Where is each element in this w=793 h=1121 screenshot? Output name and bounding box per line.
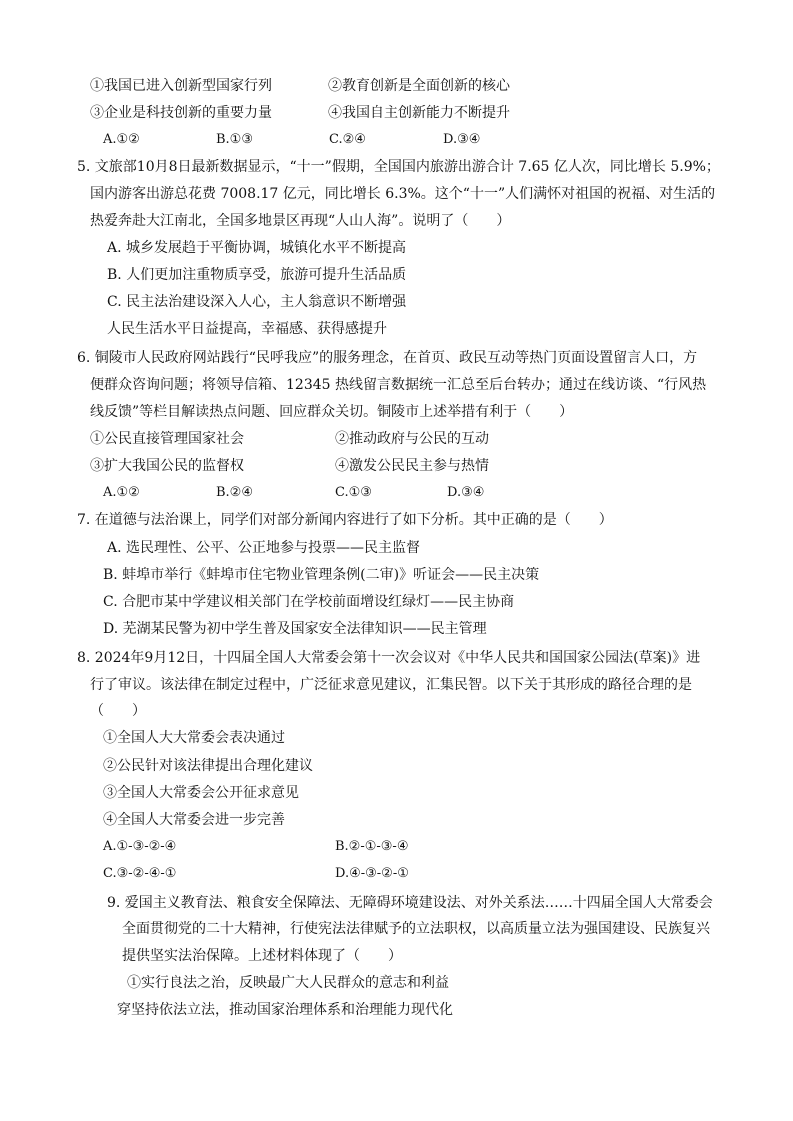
q9-stem-line-2: 全面贯彻党的二十大精神，行使宪法法律赋予的立法职权，以高质量立法为强国建设、民族复兴 — [122, 921, 710, 937]
q8-option-3: ③全国人大常委会公开征求意见 — [103, 785, 299, 801]
q6-option-3: ③扩大我国公民的监督权 — [90, 458, 244, 474]
q6-stem-line-2: 便群众咨询问题；将领导信箱、12345 热线留言数据统一汇总至后台转办；通过在线访谈、“行风热 — [90, 377, 707, 393]
q6-option-4: ④激发公民民主参与热情 — [335, 458, 489, 474]
q5-option-d: 人民生活水平日益提高，幸福感、获得感提升 — [107, 321, 387, 337]
q9-option-2: 穿坚持依法立法，推动国家治理体系和治理能力现代化 — [117, 1002, 453, 1018]
q8-option-4: ④全国人大常委会进一步完善 — [103, 812, 285, 828]
q5-stem-line-1: 5. 文旅部10月8日最新数据显示，“十一”假期，全国国内旅游出游合计 7.65 亿人次，同比增长 5.9%； — [77, 159, 720, 175]
q9-option-1: ①实行良法之治，反映最广大人民群众的意志和利益 — [127, 975, 449, 991]
q7-option-c: C. 合肥市某中学建议相关部门在学校前面增设红绿灯——民主协商 — [103, 594, 515, 610]
q6-choice-c: C.①③ — [335, 485, 372, 500]
q6-option-2: ②推动政府与公民的互动 — [335, 431, 489, 447]
q5-option-a: A. 城乡发展趋于平衡协调，城镇化水平不断提高 — [107, 240, 407, 256]
q7-option-a: A. 选民理性、公平、公正地参与投票——民主监督 — [107, 540, 421, 556]
q8-option-2: ②公民针对该法律提出合理化建议 — [103, 758, 313, 774]
q6-choice-b: B.②④ — [216, 485, 253, 500]
q6-stem-line-3: 线反馈”等栏目解读热点问题、回应群众关切。铜陵市上述举措有利于（ ） — [90, 404, 574, 420]
q8-stem-line-2: 行了审议。该法律在制定过程中，广泛征求意见建议，汇集民智。以下关于其形成的路径合理的是 — [90, 677, 692, 693]
q8-stem-line-3: （ ） — [90, 703, 146, 719]
q6-choice-a: A.①② — [103, 485, 140, 500]
q7-option-d: D. 芜湖某民警为初中学生普及国家安全法律知识——民主管理 — [103, 621, 487, 637]
q6-option-1: ①公民直接管理国家社会 — [90, 431, 244, 447]
q8-choice-d: D.④-③-②-① — [335, 866, 409, 881]
q8-choice-b: B.②-①-③-④ — [335, 839, 409, 854]
q4-choice-c: C.②④ — [329, 132, 366, 147]
q9-stem-line-3: 提供坚实法治保障。上述材料体现了（ ） — [122, 948, 402, 964]
q4-option-2: ②教育创新是全面创新的核心 — [328, 78, 510, 94]
q7-option-b: B. 蚌埠市举行《蚌埠市住宅物业管理条例(二审)》听证会——民主决策 — [103, 567, 540, 583]
q5-option-b: B. 人们更加注重物质享受，旅游可提升生活品质 — [107, 267, 407, 283]
q4-choice-b: B.①③ — [216, 132, 253, 147]
q4-choice-a: A.①② — [103, 132, 140, 147]
q8-stem-line-1: 8. 2024年9月12日，十四届全国人大常委会第十一次会议对《中华人民共和国国家公园法(草案)》进 — [77, 650, 701, 666]
q5-stem-line-3: 热爱奔赴大江南北，全国多地景区再现“人山人海”。说明了（ ） — [90, 213, 511, 229]
q9-stem-line-1: 9. 爱国主义教育法、粮食安全保障法、无障碍环境建设法、对外关系法……十四届全国人大常委会 — [107, 895, 713, 911]
q6-stem-line-1: 6. 铜陵市人民政府网站践行“民呼我应”的服务理念，在首页、政民互动等热门页面设置留言人口，方 — [77, 350, 698, 366]
q6-choice-d: D.③④ — [447, 485, 485, 500]
q8-option-1: ①全国人大大常委会表决通过 — [103, 730, 285, 746]
q7-stem: 7. 在道德与法治课上，同学们对部分新闻内容进行了如下分析。其中正确的是（ ） — [77, 512, 613, 528]
q4-option-4: ④我国自主创新能力不断提升 — [328, 105, 510, 121]
q4-option-1: ①我国已进入创新型国家行列 — [90, 78, 272, 94]
q4-choice-d: D.③④ — [443, 132, 481, 147]
q8-choice-a: A.①-③-②-④ — [103, 839, 177, 854]
q4-option-3: ③企业是科技创新的重要力量 — [90, 105, 272, 121]
q8-choice-c: C.③-②-④-① — [103, 866, 177, 881]
q5-option-c: C. 民主法治建设深入人心，主人翁意识不断增强 — [107, 294, 407, 310]
q5-stem-line-2: 国内游客出游总花费 7008.17 亿元，同比增长 6.3%。这个“十一”人们满怀对祖国的祝福、对生活的 — [90, 186, 716, 202]
